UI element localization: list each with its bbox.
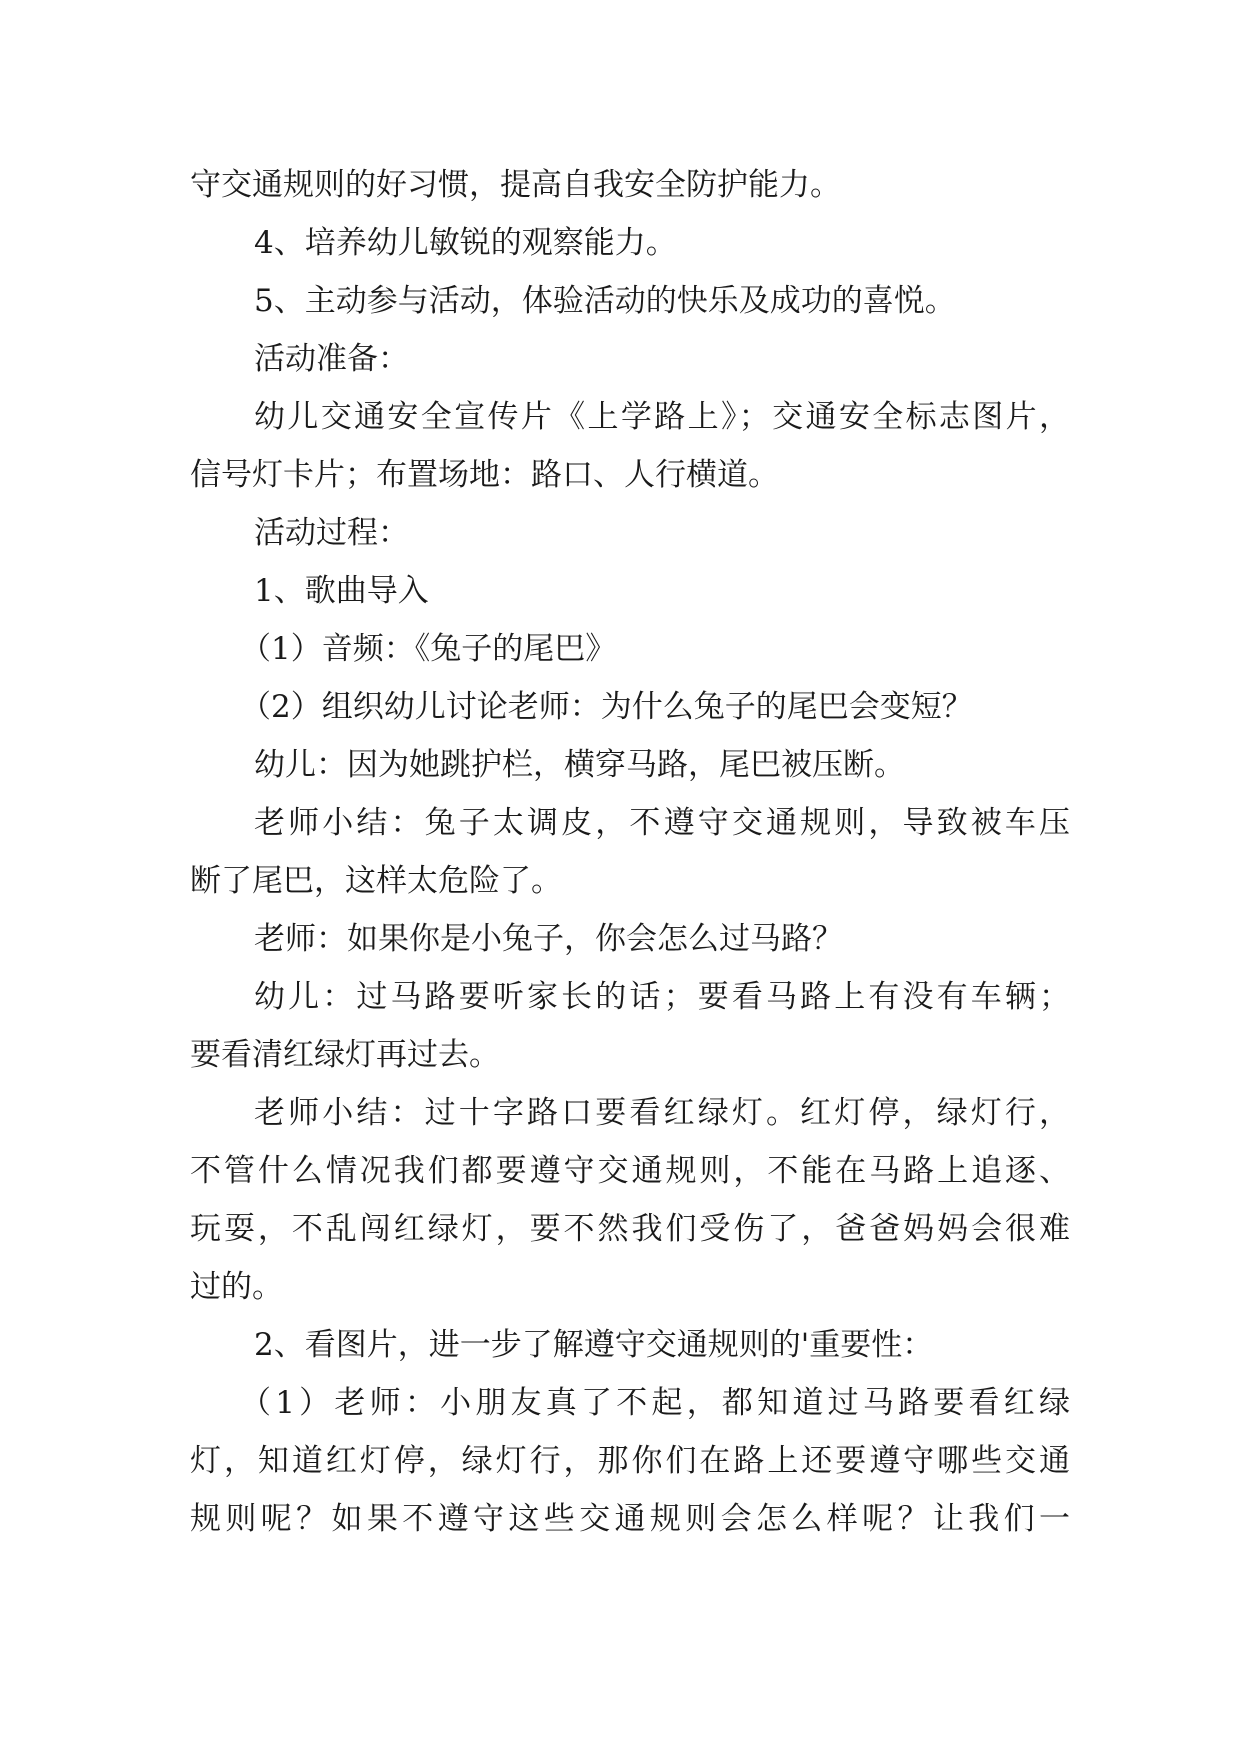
- text-line: 1、歌曲导入: [254, 573, 429, 609]
- text-line: 活动过程：: [254, 515, 409, 551]
- text-line: 玩耍，不乱闯红绿灯，要不然我们受伤了，爸爸妈妈会很难: [190, 1211, 1070, 1247]
- text-line: 2、看图片，进一步了解遵守交通规则的'重要性：: [254, 1327, 934, 1363]
- text-line: 老师小结：过十字路口要看红绿灯。红灯停，绿灯行，: [254, 1095, 1070, 1131]
- text-line: 5、主动参与活动，体验活动的快乐及成功的喜悦。: [254, 283, 956, 319]
- text-line: 灯，知道红灯停，绿灯行，那你们在路上还要遵守哪些交通: [190, 1443, 1070, 1479]
- text-line: 过的。: [190, 1269, 283, 1305]
- text-line: 老师：如果你是小兔子，你会怎么过马路？: [254, 921, 843, 957]
- text-line: 要看清红绿灯再过去。: [190, 1037, 500, 1073]
- text-line: （1）老师：小朋友真了不起，都知道过马路要看红绿: [240, 1385, 1070, 1421]
- text-line: 规则呢？如果不遵守这些交通规则会怎么样呢？让我们一: [190, 1501, 1070, 1537]
- text-line: 4、培养幼儿敏锐的观察能力。: [254, 225, 677, 261]
- text-line: 幼儿交通安全宣传片《上学路上》；交通安全标志图片，: [254, 399, 1070, 435]
- text-line: 幼儿：过马路要听家长的话；要看马路上有没有车辆；: [254, 979, 1070, 1015]
- text-line: 守交通规则的好习惯，提高自我安全防护能力。: [190, 167, 841, 203]
- text-line: （2）组织幼儿讨论老师：为什么兔子的尾巴会变短？: [240, 689, 973, 725]
- text-line: 老师小结：兔子太调皮，不遵守交通规则，导致被车压: [254, 805, 1070, 841]
- text-line: 活动准备：: [254, 341, 409, 377]
- text-line: （1）音频：《兔子的尾巴》: [240, 631, 617, 667]
- text-line: 幼儿：因为她跳护栏，横穿马路，尾巴被压断。: [254, 747, 905, 783]
- text-line: 信号灯卡片；布置场地：路口、人行横道。: [190, 457, 779, 493]
- text-line: 断了尾巴，这样太危险了。: [190, 863, 562, 899]
- text-line: 不管什么情况我们都要遵守交通规则，不能在马路上追逐、: [190, 1153, 1070, 1189]
